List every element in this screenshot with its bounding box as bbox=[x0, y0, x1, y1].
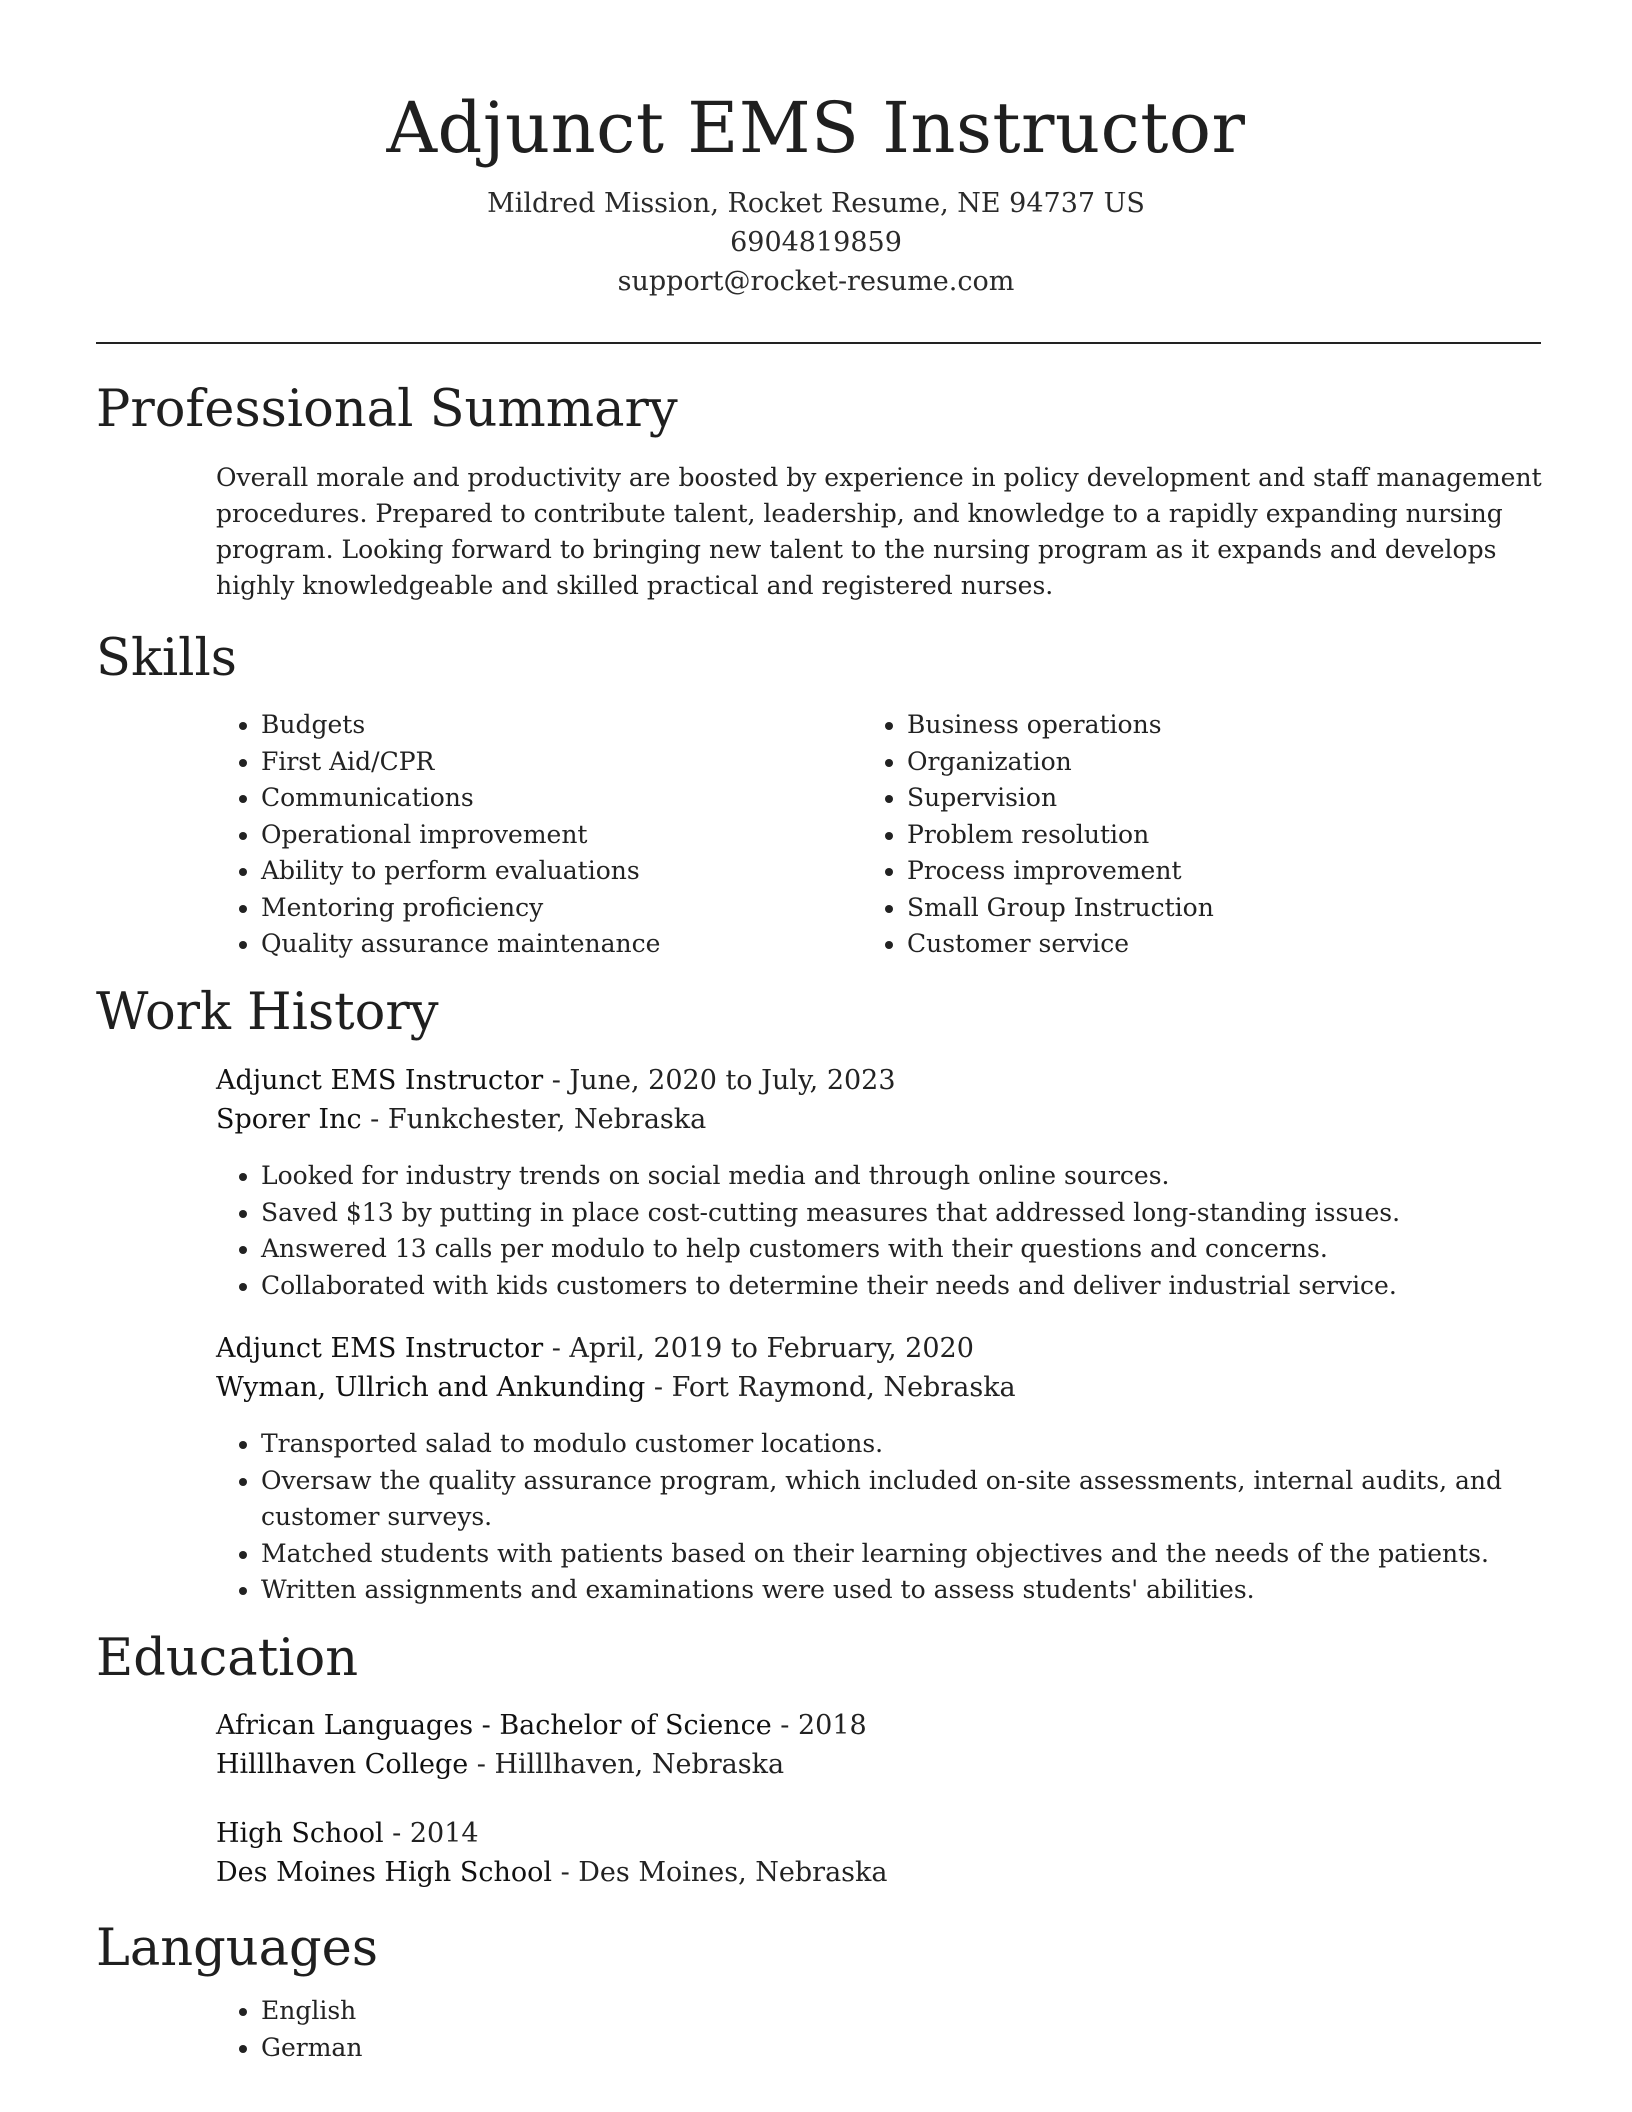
languages-list bbox=[216, 1993, 1546, 2066]
skills-left-list bbox=[216, 707, 836, 963]
job-role: Adjunct EMS Instructor bbox=[216, 1065, 544, 1096]
job-company-line bbox=[216, 1100, 1546, 1139]
skill-item: • Problem resolution bbox=[907, 817, 1482, 854]
education-location: - Des Moines, Nebraska bbox=[552, 1857, 888, 1888]
job-bullet: • Matched students with patients based on their learning objectives and the needs of the patients. bbox=[261, 1536, 1546, 1573]
education-entry bbox=[216, 1706, 1546, 1784]
education-school-line bbox=[216, 1853, 1546, 1892]
languages-block bbox=[216, 1993, 1546, 2066]
job-bullet: • Saved $13 by putting in place cost-cutting measures that addressed long-standing issues. bbox=[261, 1195, 1546, 1232]
language-item: • English bbox=[261, 1993, 1546, 2030]
skills-left-column bbox=[216, 707, 836, 963]
job-dates: - June, 2020 to July, 2023 bbox=[543, 1065, 896, 1096]
skill-item: • Small Group Instruction bbox=[907, 890, 1482, 927]
job-bullet: • Written assignments and examinations were used to assess students' abilities. bbox=[261, 1572, 1546, 1609]
summary-heading: Professional Summary bbox=[96, 380, 678, 439]
job-bullet: • Answered 13 calls per modulo to help customers with their questions and concerns. bbox=[261, 1231, 1546, 1268]
header-divider bbox=[96, 342, 1541, 344]
skill-item: • Communications bbox=[261, 780, 836, 817]
education-degree-line bbox=[216, 1814, 1546, 1853]
education-degree-line bbox=[216, 1706, 1546, 1745]
job-bullet: • Oversaw the quality assurance program, which included on-site assessments, internal audits, and customer surveys. bbox=[261, 1463, 1546, 1536]
work-history-heading: Work History bbox=[96, 983, 439, 1042]
skill-item: • Quality assurance maintenance bbox=[261, 926, 836, 963]
skill-item: • Customer service bbox=[907, 926, 1482, 963]
job-bullet: • Transported salad to modulo customer locations. bbox=[261, 1426, 1546, 1463]
skills-right-list bbox=[862, 707, 1482, 963]
contact-phone: 6904819859 bbox=[730, 227, 902, 258]
job-bullet-list bbox=[216, 1426, 1546, 1609]
education-entry bbox=[216, 1814, 1546, 1892]
languages-heading: Languages bbox=[96, 1919, 379, 1978]
skill-item: • Ability to perform evaluations bbox=[261, 853, 836, 890]
education-heading: Education bbox=[96, 1629, 359, 1688]
language-item: • German bbox=[261, 2030, 1546, 2067]
candidate-name: Adjunct EMS Instructor bbox=[386, 87, 1246, 169]
resume-header bbox=[0, 80, 1632, 301]
summary-text: Overall morale and productivity are boosted by experience in policy development and staff management procedures. Prepared to contribute talent, leadership, and knowledge to a rapidly expanding nursing program. Looking forward to bringing new talent to the nursing program as it expands and develops highly knowledgeable and skilled practical and registered nurses. bbox=[216, 463, 1542, 600]
job-bullets bbox=[216, 1158, 1546, 1304]
job-location: - Funkchester, Nebraska bbox=[361, 1104, 707, 1135]
education-school: Des Moines High School bbox=[216, 1857, 552, 1888]
job-entry bbox=[216, 1061, 1546, 1139]
skill-item: • Process improvement bbox=[907, 853, 1482, 890]
job-role: Adjunct EMS Instructor bbox=[216, 1333, 544, 1364]
skill-item: • Operational improvement bbox=[261, 817, 836, 854]
skill-item: • Budgets bbox=[261, 707, 836, 744]
skill-item: • Supervision bbox=[907, 780, 1482, 817]
skills-heading: Skills bbox=[96, 629, 237, 688]
job-bullet: • Collaborated with kids customers to determine their needs and deliver industrial service. bbox=[261, 1268, 1546, 1305]
skills-right-column bbox=[862, 707, 1482, 963]
skill-item: • Organization bbox=[907, 744, 1482, 781]
job-company-line bbox=[216, 1368, 1546, 1407]
job-bullets bbox=[216, 1426, 1546, 1609]
skill-item: • Business operations bbox=[907, 707, 1482, 744]
skill-item: • First Aid/CPR bbox=[261, 744, 836, 781]
job-bullet: • Looked for industry trends on social media and through online sources. bbox=[261, 1158, 1546, 1195]
job-dates: - April, 2019 to February, 2020 bbox=[543, 1333, 974, 1364]
job-company: Wyman, Ullrich and Ankunding bbox=[216, 1372, 646, 1403]
skill-item: • Mentoring proficiency bbox=[261, 890, 836, 927]
job-entry bbox=[216, 1329, 1546, 1407]
job-company: Sporer Inc bbox=[216, 1104, 362, 1135]
education-location: - Hilllhaven, Nebraska bbox=[468, 1749, 785, 1780]
education-year: - 2018 bbox=[771, 1710, 867, 1741]
contact-address: Mildred Mission, Rocket Resume, NE 94737 US bbox=[487, 188, 1145, 219]
education-school: Hilllhaven College bbox=[216, 1749, 469, 1780]
education-degree: African Languages - Bachelor of Science bbox=[216, 1710, 772, 1741]
job-bullet-list bbox=[216, 1158, 1546, 1304]
education-degree: High School bbox=[216, 1818, 384, 1849]
contact-email: support@rocket-resume.com bbox=[617, 266, 1015, 297]
education-year: - 2014 bbox=[383, 1818, 479, 1849]
education-school-line bbox=[216, 1745, 1546, 1784]
job-location: - Fort Raymond, Nebraska bbox=[645, 1372, 1016, 1403]
job-title-line bbox=[216, 1329, 1546, 1368]
job-title-line bbox=[216, 1061, 1546, 1100]
